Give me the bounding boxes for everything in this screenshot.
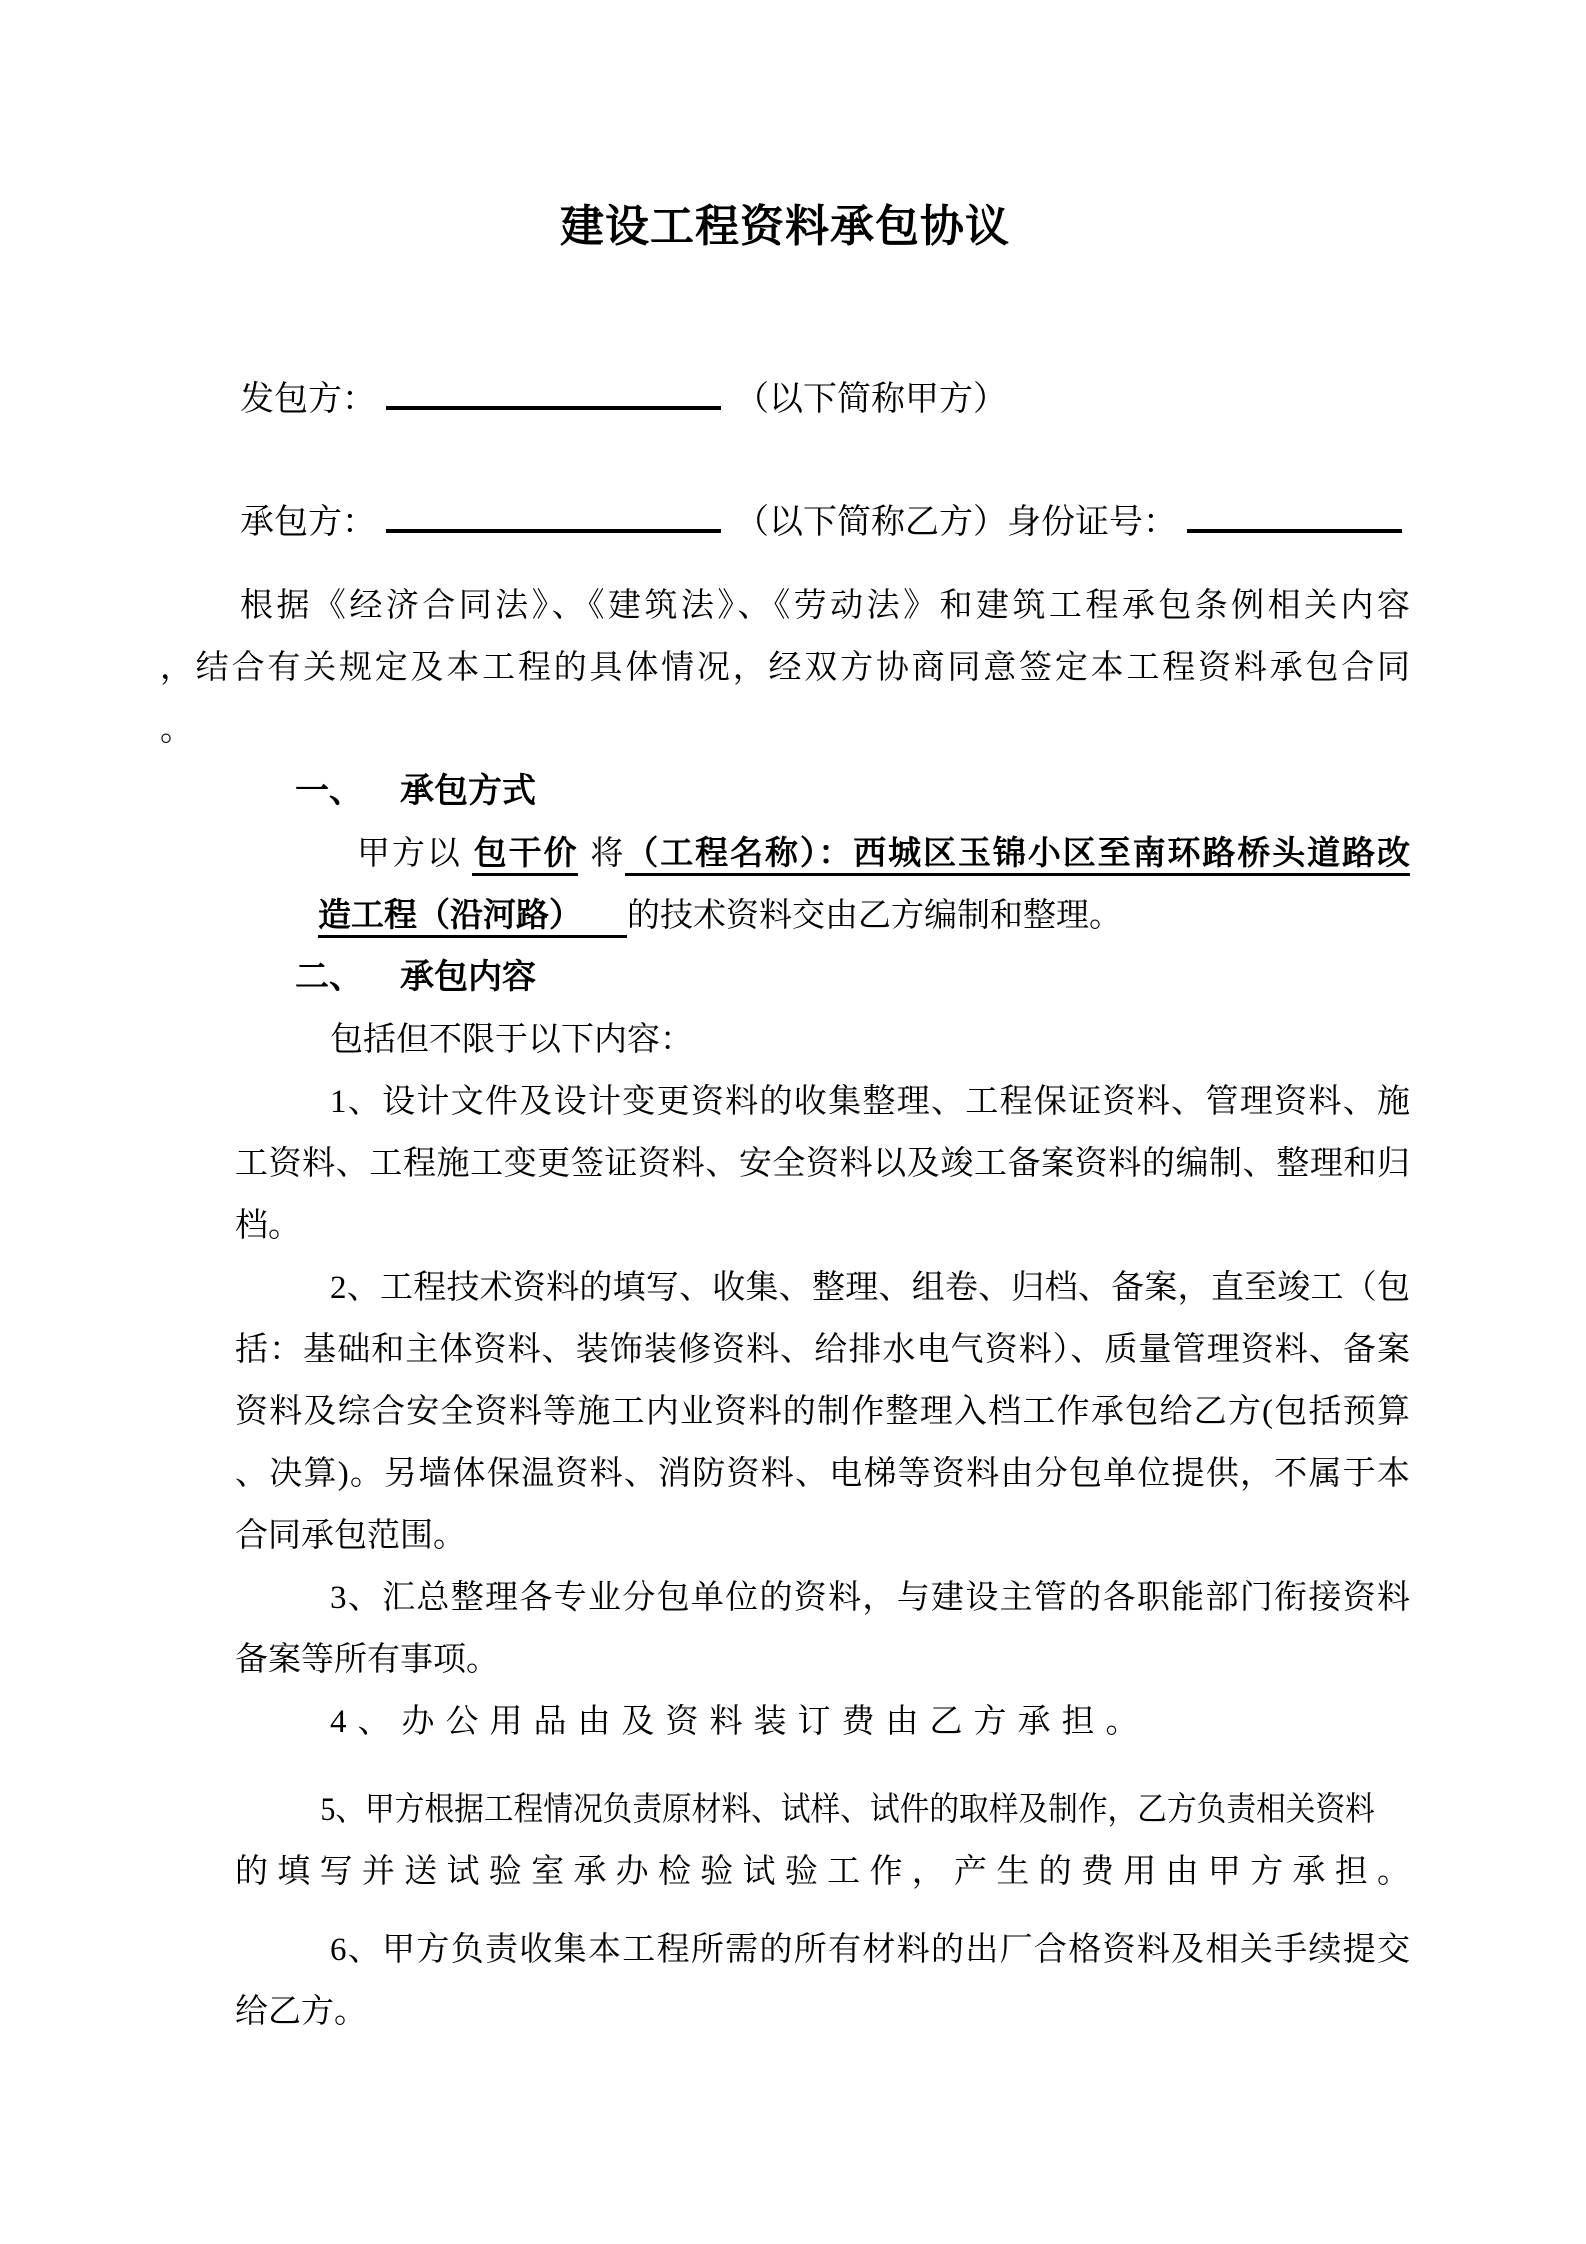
- item-line: 3、汇总整理各专业分包单位的资料，与建设主管的各职能部门衔接资料: [330, 1580, 1410, 1616]
- item-line: 备案等所有事项。: [235, 1642, 499, 1678]
- section1-pre-text: 甲方以: [357, 836, 462, 872]
- item-5: [235, 1779, 1410, 1903]
- project-name-underlined-cont: 造工程（沿河路）: [318, 898, 627, 938]
- party-a-blank: [386, 376, 721, 410]
- item-2: [235, 1257, 1410, 1567]
- item-line: 2、工程技术资料的填写、收集、整理、组卷、归档、备案，直至竣工（包: [330, 1270, 1410, 1306]
- party-b-line: [240, 499, 1410, 546]
- party-a-label: 发包方：: [240, 381, 376, 418]
- party-a-suffix: （以下简称甲方）: [735, 381, 1007, 418]
- section2-heading: [295, 947, 1410, 1009]
- section1-heading: [295, 761, 1410, 823]
- item-line: 、决算)。另墙体保温资料、消防资料、电梯等资料由分包单位提供，不属于本: [235, 1456, 1410, 1492]
- item-line: 合同承包范围。: [235, 1518, 466, 1554]
- intro-line: 。: [160, 712, 193, 748]
- item-line: 给乙方。: [235, 1994, 367, 2030]
- section2-heading-text: 承包内容: [400, 959, 536, 996]
- project-name-underlined: （工程名称）：西城区玉锦小区至南环路桥头道路改: [625, 836, 1410, 876]
- lump-sum-price-underlined: 包干价: [472, 836, 579, 876]
- party-b-label: 承包方：: [240, 504, 376, 541]
- item-line: 工资料、工程施工变更签证资料、安全资料以及竣工备案资料的编制、整理和归: [235, 1146, 1410, 1182]
- party-a-line: [240, 376, 1410, 423]
- party-b-suffix: （以下简称乙方）身份证号：: [735, 504, 1177, 541]
- item-line: 档。: [235, 1208, 301, 1244]
- item-3: [235, 1567, 1410, 1691]
- party-b-blank: [386, 499, 721, 533]
- section1-heading-text: 承包方式: [400, 773, 536, 810]
- item-line: 5、甲方根据工程情况负责原材料、试样、试件的取样及制作，乙方负责相关资料: [320, 1792, 1375, 1828]
- section1-number: 一、: [295, 773, 363, 810]
- item-6: [235, 1919, 1410, 2043]
- item-line: 1、设计文件及设计变更资料的收集整理、工程保证资料、管理资料、施: [330, 1084, 1410, 1120]
- section1-body: [318, 823, 1410, 947]
- section2-intro-line: 包括但不限于以下内容：: [330, 1022, 693, 1058]
- item-line: 4、办公用品由及资料装订费由乙方承担。: [330, 1704, 1150, 1740]
- party-b-id-blank: [1187, 499, 1402, 533]
- item-line: 的填写并送试验室承办检验试验工作，产生的费用由甲方承担。: [235, 1854, 1410, 1890]
- item-4: [235, 1691, 1410, 1753]
- item-1: [235, 1071, 1410, 1257]
- section1-mid-text: 将: [588, 836, 626, 872]
- intro-line: ，结合有关规定及本工程的具体情况，经双方协商同意签定本工程资料承包合同: [160, 650, 1410, 686]
- intro-line: 根据《经济合同法》、《建筑法》、《劳动法》和建筑工程承包条例相关内容: [240, 588, 1410, 624]
- section1-line: [318, 823, 1410, 885]
- item-line: 括：基础和主体资料、装饰装修资料、给排水电气资料）、质量管理资料、备案: [235, 1332, 1410, 1368]
- section1-post-text: 的技术资料交由乙方编制和整理。: [627, 898, 1122, 934]
- document-title: 建设工程资料承包协议: [560, 202, 1010, 251]
- section1-line: [318, 885, 1410, 947]
- item-line: 6、甲方负责收集本工程所需的所有材料的出厂合格资料及相关手续提交: [330, 1932, 1410, 1968]
- document-body: [160, 198, 1410, 2043]
- section2-body: [235, 1009, 1410, 2043]
- section2-number: 二、: [295, 959, 363, 996]
- intro-paragraph: [160, 575, 1410, 761]
- item-line: 资料及综合安全资料等施工内业资料的制作整理入档工作承包给乙方(包括预算: [235, 1394, 1410, 1430]
